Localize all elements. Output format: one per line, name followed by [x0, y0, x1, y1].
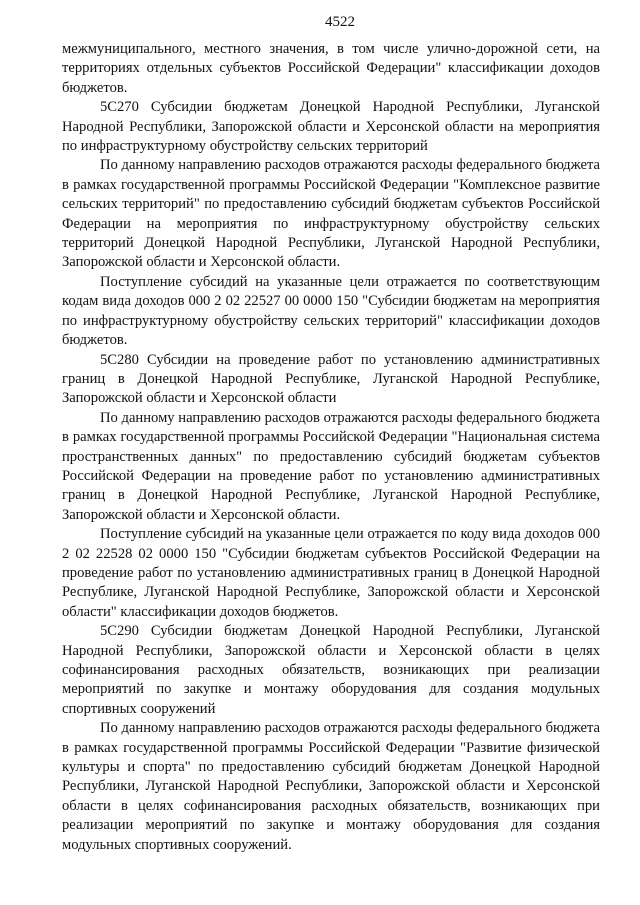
body-paragraph: Поступление субсидий на указанные цели отражается по коду вида доходов 000 2 02 22528 02 0000 150 "Субсидии бюджетам субъектов Российской Федерации на проведение работ по установлению административных границ в Донецкой Народной Республике, Луганской Народной Республике, Запорожской области и Херсонской области" классификации доходов бюджетов.	[62, 526, 600, 620]
body-paragraph: Поступление субсидий на указанные цели отражается по соответствующим кодам вида доходов 000 2 02 22527 00 0000 150 "Субсидии бюджетам на мероприятия по инфраструктурному обустройству сельских территорий" классификации доходов бюджетов.	[62, 273, 600, 349]
body-paragraph: По данному направлению расходов отражаются расходы федерального бюджета в рамках государственной программы Российской Федерации "Национальная система пространственных данных" по предоставлению субсидий бюджетам субъектов Российской Федерации на проведение работ по установлению административных границ в Донецкой Народной Республике, Луганской Народной Республике, Запорожской области и Херсонской области.	[62, 409, 600, 523]
document-body	[62, 40, 600, 855]
body-paragraph: По данному направлению расходов отражаются расходы федерального бюджета в рамках государственной программы Российской Федерации "Комплексное развитие сельских территорий" по предоставлению субсидий бюджетам субъектов Российской Федерации на мероприятия по инфраструктурному обустройству сельских территорий Донецкой Народной Республики, Луганской Народной Республики, Запорожской области и Херсонской области.	[62, 157, 600, 271]
section-heading-paragraph: 5С270 Субсидии бюджетам Донецкой Народной Республики, Луганской Народной Республики, Запорожской области и Херсонской области на мероприятия по инфраструктурному обустройству сельских территорий	[62, 99, 600, 155]
body-paragraph: По данному направлению расходов отражаются расходы федерального бюджета в рамках государственной программы Российской Федерации "Развитие физической культуры и спорта" по предоставлению субсидий бюджетам Донецкой Народной Республики, Луганской Народной Республики, Запорожской области и Херсонской области в целях софинансирования расходных обязательств, возникающих при реализации мероприятий по закупке и монтажу оборудования для создания модульных спортивных сооружений.	[62, 720, 600, 853]
page-number: 4522	[325, 14, 355, 30]
section-heading-paragraph: 5С280 Субсидии на проведение работ по установлению административных границ в Донецкой Народной Республике, Луганской Народной Республике, Запорожской области и Херсонской области	[62, 351, 600, 407]
section-heading-paragraph: 5С290 Субсидии бюджетам Донецкой Народной Республики, Луганской Народной Республики, Запорожской области и Херсонской области в целях софинансирования расходных обязательств, возникающих при реализации мероприятий по закупке и монтажу оборудования для создания модульных спортивных сооружений	[62, 623, 600, 717]
body-paragraph: межмуниципального, местного значения, в том числе улично-дорожной сети, на территориях отдельных субъектов Российской Федерации" классификации доходов бюджетов.	[62, 41, 600, 96]
